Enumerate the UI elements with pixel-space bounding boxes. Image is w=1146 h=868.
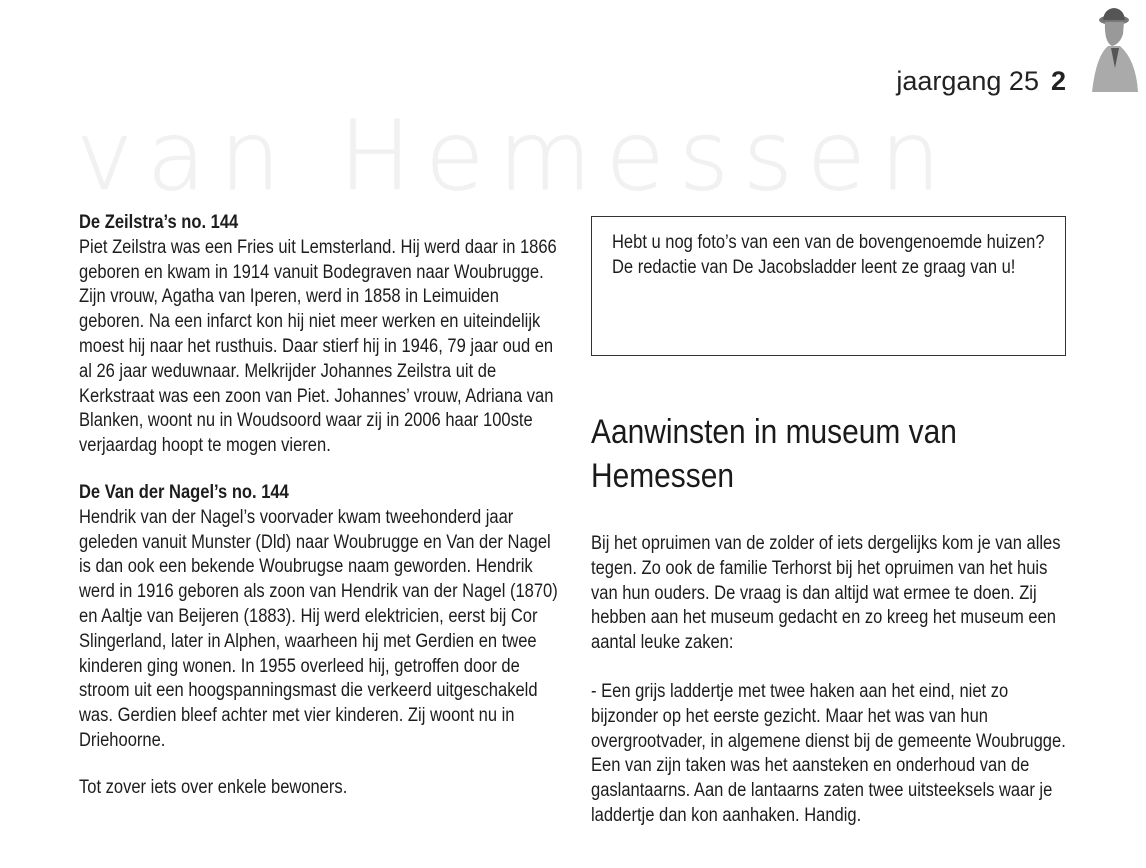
section-text: Piet Zeilstra was een Fries uit Lemsterland. Hij werd daar in 1866 geboren en kwam in 1914 vanuit Bodegraven naar Woubrugge. Zijn vrouw, Agatha van Iperen, werd in 1858 in Leimuiden geboren. Na een infarct kon hij niet meer werken en uiteindelijk moest hij naar het rusthuis. Daar stierf hij in 1946, 79 jaar oud en al 26 jaar weduwnaar. Melkrijder Johannes Zeilstra uit de Kerkstraat was een zoon van Piet. Johannes’ vrouw, Adriana van Blanken, woont nu in Woudsoord waar zij in 2006 haar 100ste verjaardag hoopt te mogen vieren.: [79, 236, 557, 457]
section-text: Hendrik van der Nagel’s voorvader kwam tweehonderd jaar geleden vanuit Munster (Dld) naar Woubrugge en Van der Nagel is dan ook een bekende Woubrugse naam geworden. Hendrik werd in 1916 geboren als zoon van Hendrik van der Nagel (1870) en Aaltje van Beijeren (1883). Hij werd elektricien, eerst bij Cor Slingerland, later in Alphen, waarheen hij met Gerdien en twee kinderen ging wonen. In 1955 overleed hij, getroffen door de stroom uit een hoogspanningsmast die verkeerd uitgeschakeld was. Gerdien bleef achter met vier kinderen. Zij woont nu in Driehoorne.: [79, 506, 558, 751]
page-number: 2: [1050, 66, 1066, 96]
volume-label: jaargang 25: [896, 66, 1039, 96]
man-with-hat-logo-icon: [1084, 6, 1140, 96]
article-paragraph: Bij het opruimen van de zolder of iets dergelijks kom je van alles tegen. Zo ook de familie Terhorst bij het opruimen van het huis van hun ouders. De vraag is dan altijd wat ermee te doen. Zij hebben aan het museum gedacht en zo kreeg het museum een aantal leuke zaken:: [591, 533, 1061, 654]
volume-header: [896, 66, 1066, 97]
photo-request-box: [591, 216, 1066, 356]
photo-request-text: Hebt u nog foto’s van een van de bovengenoemde huizen? De redactie van De Jacobsladder leent ze graag van u!: [612, 232, 1045, 278]
closing-line: Tot zover iets over enkele bewoners.: [79, 776, 348, 798]
article-paragraph: - Een grijs laddertje met twee haken aan het eind, niet zo bijzonder op het eerste gezicht. Maar het was van hun overgrootvader, in algemene dienst bij de gemeente Woubrugge. Een van zijn taken was het aansteken en onderhoud van de gaslantaarns. Aan de lantaarns zaten twee uitsteeksels waar je laddertje dan kon aanhaken. Handig.: [591, 680, 1066, 826]
section-heading: De Zeilstra’s no. 144: [79, 212, 239, 233]
article-title: Aanwinsten in museum van Hemessen: [591, 413, 957, 495]
section-heading: De Van der Nagel’s no. 144: [79, 481, 289, 503]
section-van-der-nagel: [79, 481, 559, 754]
right-column: [591, 216, 1066, 829]
section-zeilstra: [79, 211, 559, 459]
left-column: [79, 211, 559, 801]
masthead-title: van Hemessen: [76, 100, 955, 212]
